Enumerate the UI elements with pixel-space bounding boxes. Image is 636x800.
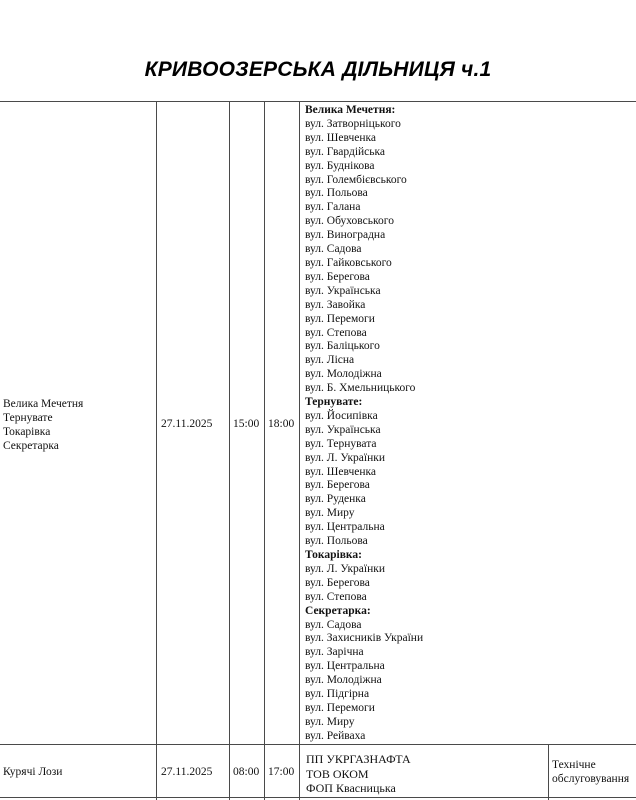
street-item: вул. Польова	[305, 187, 368, 200]
time-from-cell: 08:00	[233, 766, 260, 778]
street-item: вул. Берегова	[305, 270, 370, 283]
street-item: вул. Степова	[305, 590, 367, 603]
street-item: вул. Шевченка	[305, 465, 377, 478]
street-item: вул. Буднікова	[305, 159, 375, 172]
col-divider	[264, 101, 265, 800]
street-item: вул. Галана	[305, 201, 361, 214]
date-cell: 27.11.2025	[161, 766, 213, 778]
street-item: вул. Рейваха	[305, 729, 366, 742]
street-item: вул. Перемоги	[305, 312, 375, 325]
settlement-name: Секретарка	[3, 439, 59, 452]
street-item: вул. Лісна	[305, 354, 355, 367]
reason-line: Технічне	[552, 759, 596, 771]
organization-name: ФОП Квасницька	[306, 781, 396, 795]
streets-list	[305, 104, 545, 744]
street-item: вул. Гайковського	[305, 256, 392, 269]
street-item: вул. Голембієвського	[305, 173, 407, 186]
settlement-heading: Токарівка:	[305, 549, 362, 561]
organizations-list	[306, 752, 411, 796]
street-item: вул. Берегова	[305, 479, 370, 492]
street-item: вул. Садова	[305, 243, 362, 256]
table-border-top	[0, 101, 636, 102]
reason-cell	[552, 759, 636, 787]
street-item: вул. Молодіжна	[305, 674, 382, 687]
street-item: вул. Степова	[305, 326, 367, 339]
time-to-cell: 17:00	[268, 766, 295, 778]
street-item: вул. Перемоги	[305, 701, 375, 714]
settlement-name: Токарівка	[3, 425, 51, 438]
reason-line: обслуговування	[552, 772, 630, 785]
row-divider	[0, 744, 636, 745]
time-from-cell: 15:00	[233, 418, 260, 430]
table-border-bottom	[0, 797, 636, 798]
street-item: вул. Захисників України	[305, 632, 424, 645]
street-item: вул. Миру	[305, 507, 355, 520]
col-divider	[156, 101, 157, 800]
settlement-name: Велика Мечетня	[3, 398, 84, 410]
street-item: вул. Центральна	[305, 660, 385, 673]
time-to-cell: 18:00	[268, 418, 295, 430]
street-item: вул. Б. Хмельницького	[305, 382, 416, 395]
street-item: вул. Садова	[305, 618, 362, 631]
settlement-heading: Велика Мечетня:	[305, 104, 396, 116]
settlement-heading: Тернувате:	[305, 396, 363, 409]
street-item: вул. Руденка	[305, 493, 366, 506]
col-divider	[229, 101, 230, 800]
street-item: вул. Польова	[305, 535, 368, 548]
street-item: вул. Підгірна	[305, 688, 370, 701]
street-item: вул. Миру	[305, 715, 355, 728]
organization-name: ПП УКРГАЗНАФТА	[306, 752, 411, 766]
settlement-heading: Секретарка:	[305, 604, 371, 617]
organization-name: ТОВ ОКОМ	[306, 766, 369, 781]
street-item: вул. Йосипівка	[305, 409, 378, 422]
street-item: вул. Тернувата	[305, 437, 377, 450]
date-cell: 27.11.2025	[161, 418, 213, 430]
col-divider	[548, 744, 549, 800]
settlement-cell: Курячі Лози	[3, 766, 63, 778]
page-title: КРИВООЗЕРСЬКА ДІЛЬНИЦЯ ч.1	[144, 58, 492, 81]
street-item: вул. Українська	[305, 284, 381, 297]
col-divider	[299, 101, 300, 800]
settlement-name: Тернувате	[3, 411, 53, 424]
street-item: вул. Молодіжна	[305, 368, 382, 381]
street-item: вул. Затворніцького	[305, 117, 401, 130]
street-item: вул. Зарічна	[305, 646, 364, 659]
settlements-cell	[3, 398, 153, 454]
street-item: вул. Виноградна	[305, 229, 386, 242]
street-item: вул. Л. Українки	[305, 562, 385, 575]
street-item: вул. Шевченка	[305, 131, 377, 144]
street-item: вул. Берегова	[305, 576, 370, 589]
street-item: вул. Л. Українки	[305, 451, 385, 464]
street-item: вул. Обуховського	[305, 215, 394, 228]
street-item: вул. Гвардійська	[305, 145, 386, 158]
street-item: вул. Баліцького	[305, 340, 380, 353]
street-item: вул. Українська	[305, 423, 381, 436]
street-item: вул. Завойка	[305, 298, 366, 311]
street-item: вул. Центральна	[305, 521, 385, 534]
